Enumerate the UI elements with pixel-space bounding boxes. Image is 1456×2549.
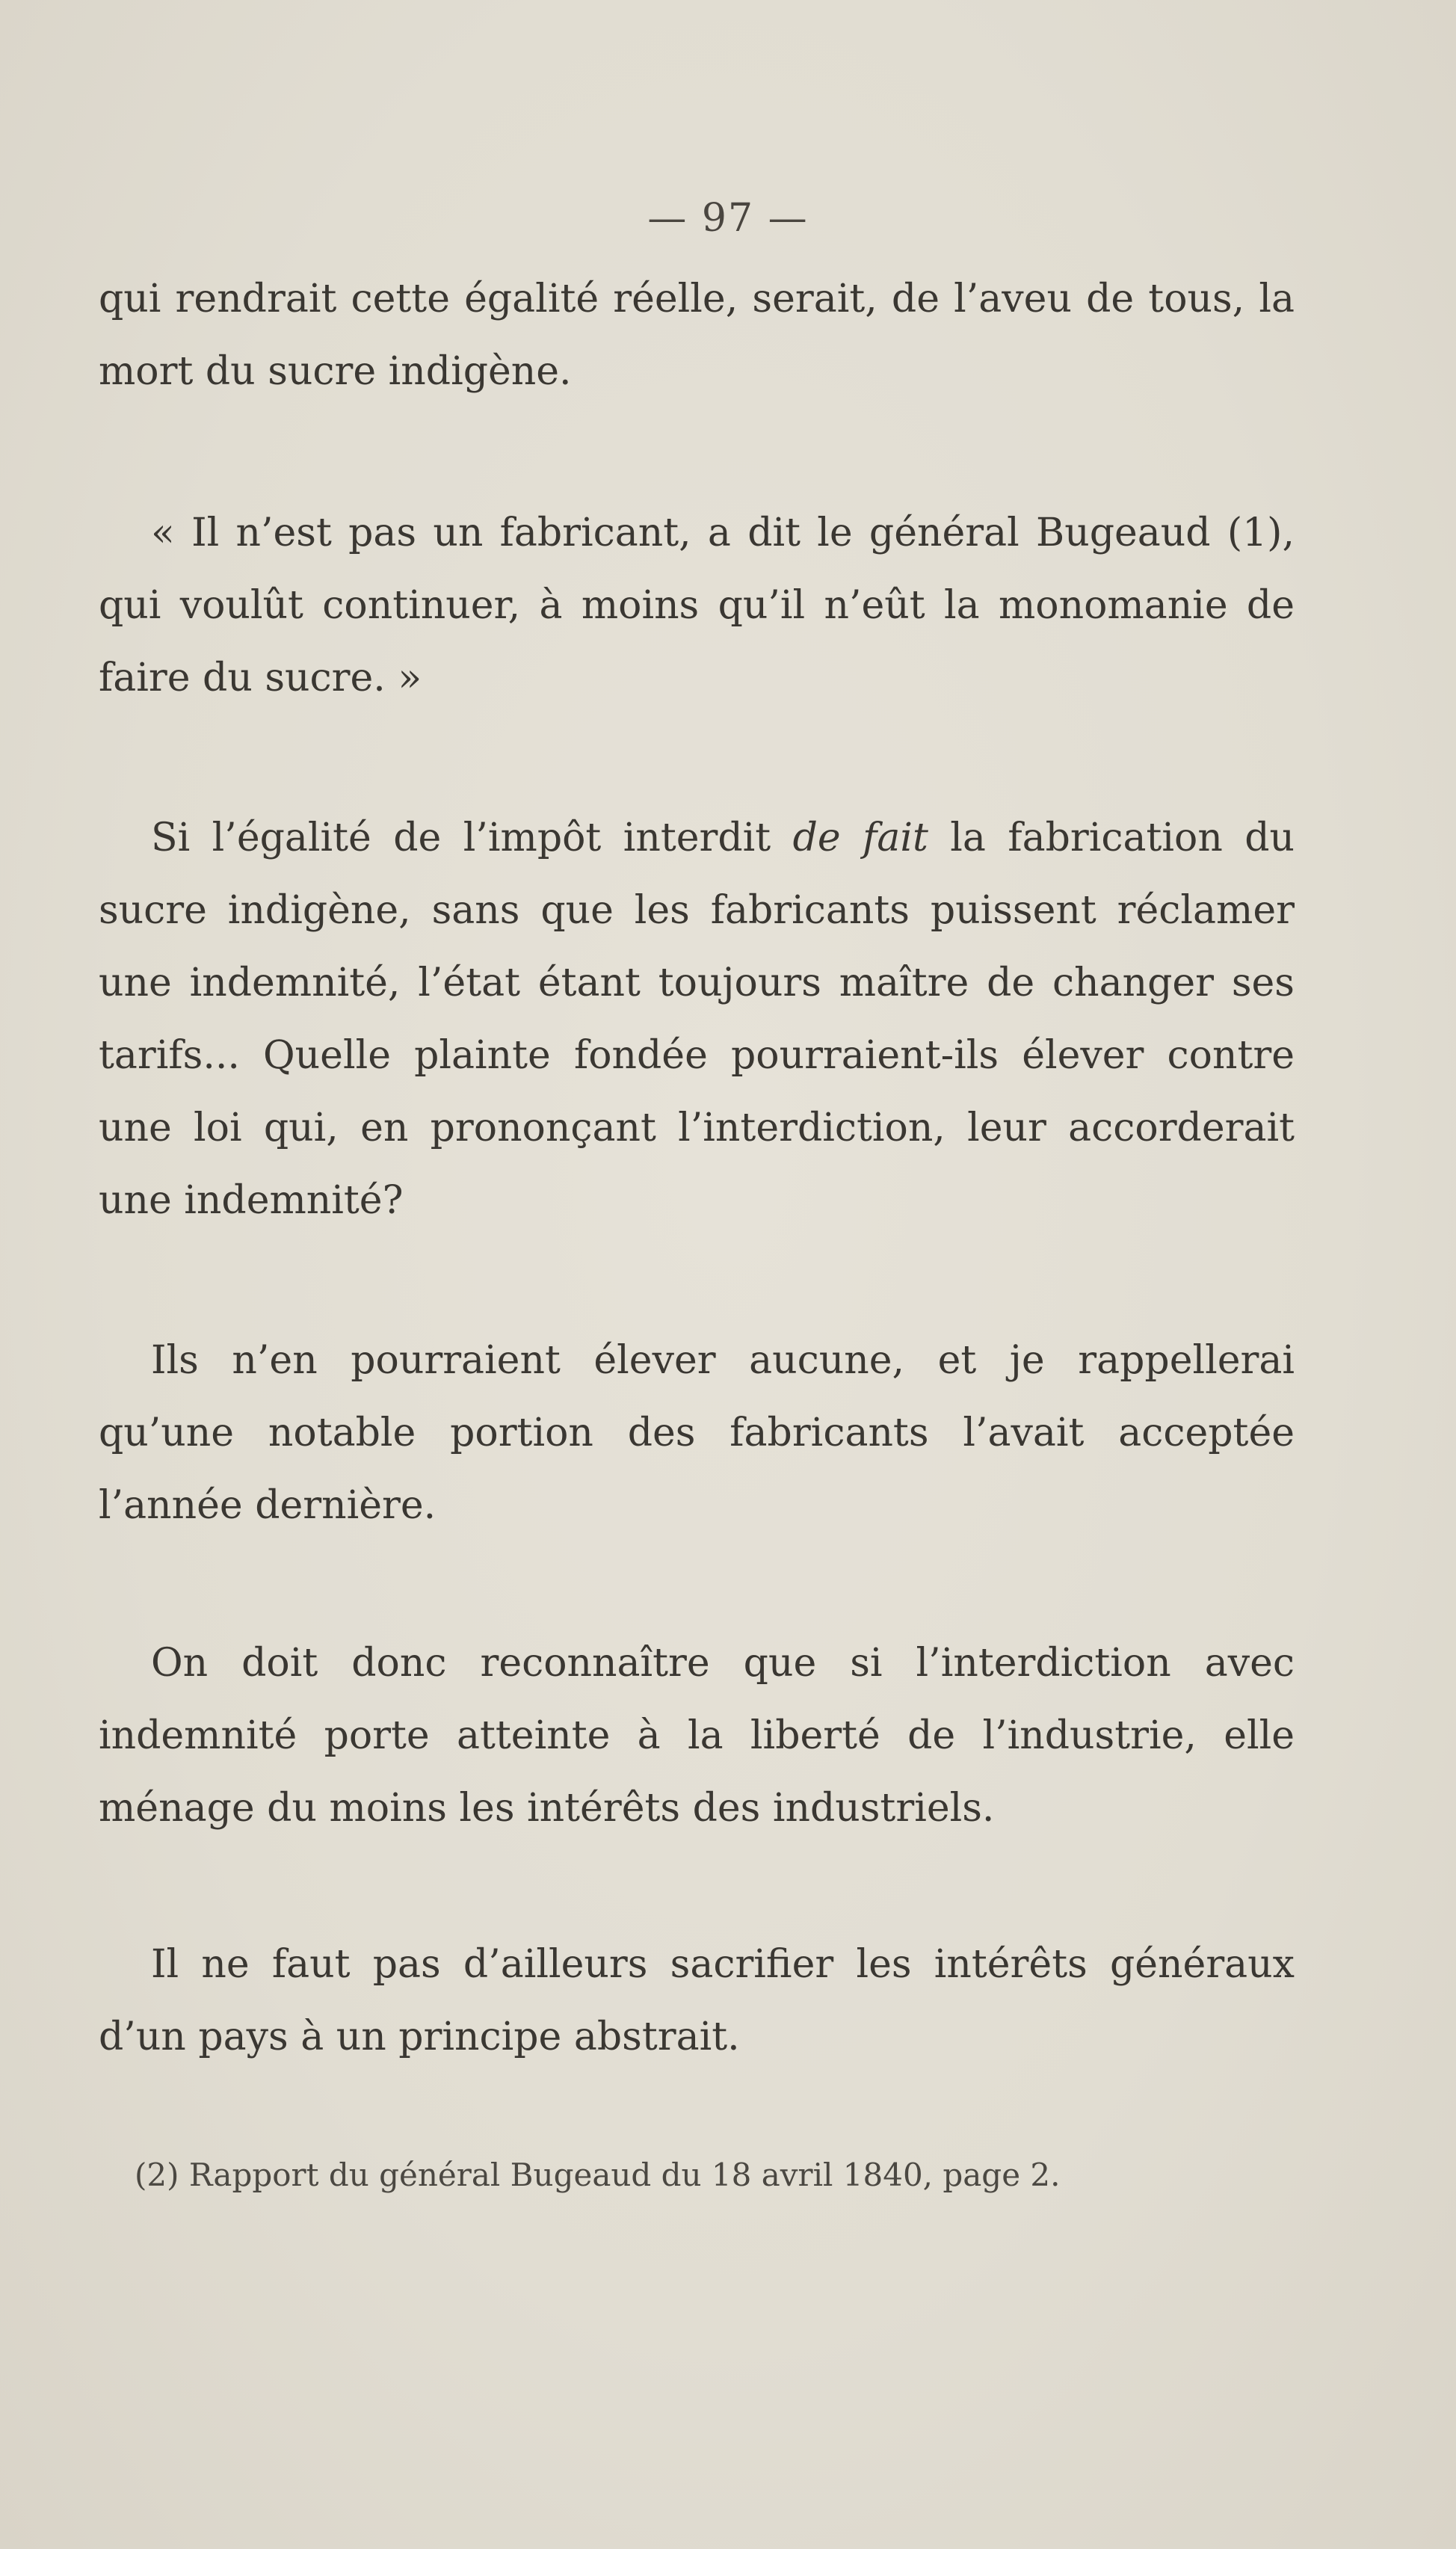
paragraph-1: qui rendrait cette égalité réelle, serait, de l’aveu de tous, la mort du sucre indigène.	[99, 277, 1295, 394]
paragraph-5: On doit donc reconnaître que si l’interdiction avec indemnité porte atteinte à la liberté de l’industrie, elle ménage du moins les intérêts des industriels.	[99, 1641, 1295, 1831]
paragraph-quote	[99, 497, 1295, 715]
page-number: — 97 —	[647, 196, 809, 241]
paragraph-continuation	[99, 263, 1295, 408]
paragraph-principle	[99, 1929, 1295, 2074]
paragraph-3	[99, 802, 1295, 1237]
paragraph-argument	[99, 802, 1295, 1237]
paragraph-3-italic: de fait	[792, 816, 928, 860]
paragraph-4: Ils n’en pourraient élever aucune, et je rappellerai qu’une notable portion des fabricants l’avait acceptée l’année dernière.	[99, 1338, 1295, 1528]
footnote: (2) Rapport du général Bugeaud du 18 avril 1840, page 2.	[135, 2157, 1061, 2193]
paragraph-3-start: Si l’égalité de l’impôt interdit	[151, 816, 793, 860]
paragraph-3-end: la fabrication du sucre indigène, sans que les fabricants puissent réclamer une indemnité, l’état étant toujours maître de changer ses tarifs... Quelle plainte fondée pourraient-ils élever contre une loi qui, en prononçant l’interdiction, leur accorderait une indemnité?	[99, 816, 1295, 1223]
paragraph-6: Il ne faut pas d’ailleurs sacrifier les intérêts généraux d’un pays à un principe abstrait.	[99, 1942, 1295, 2059]
paragraph-2: « Il n’est pas un fabricant, a dit le général Bugeaud (1), qui voulût continuer, à moins qu’il n’eût la monomanie de faire du sucre. »	[99, 511, 1295, 700]
paragraph-reply	[99, 1325, 1295, 1542]
paragraph-conclusion	[99, 1627, 1295, 1845]
